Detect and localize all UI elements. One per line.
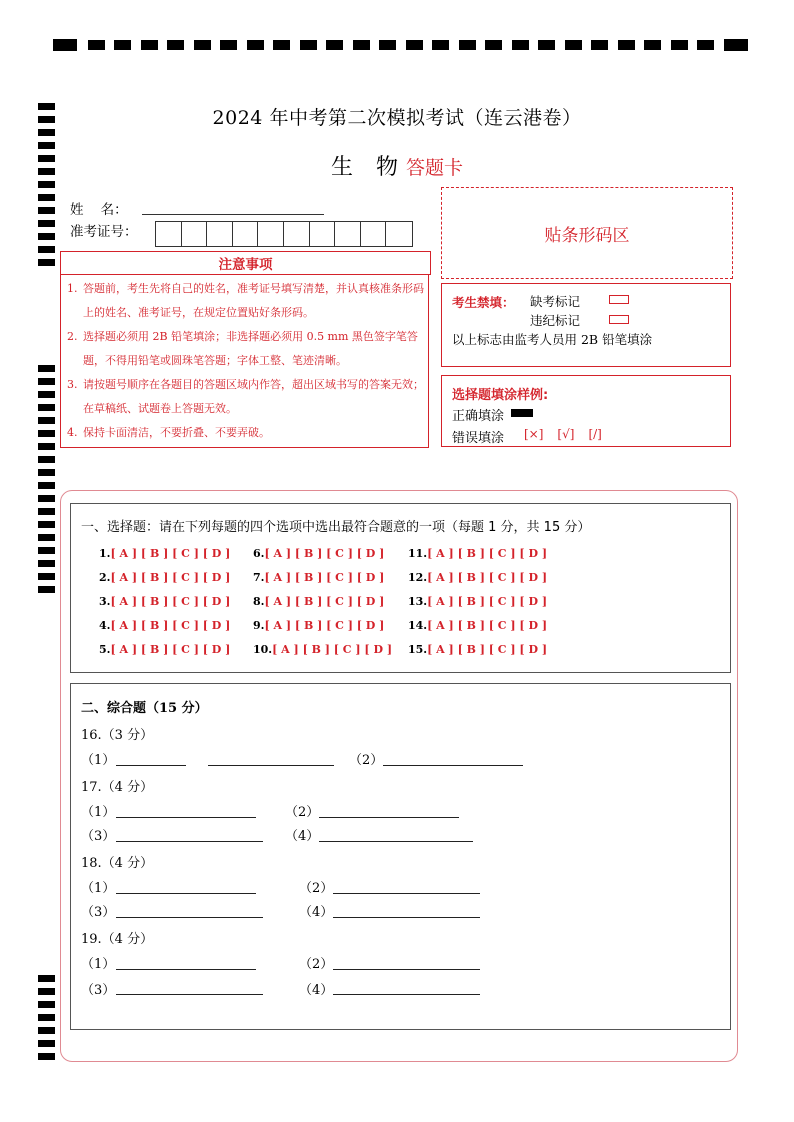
fill-wrong-marks bbox=[524, 427, 602, 441]
choice-question[interactable]: 6.[ A ] [ B ] [ C ] [ D ] bbox=[253, 547, 385, 560]
absent-mark-label: 缺考标记 bbox=[530, 294, 581, 309]
subject-name: 生 物 bbox=[330, 155, 406, 180]
section-comprehensive bbox=[70, 683, 731, 1030]
part-label: （3） bbox=[81, 983, 116, 998]
part-label: （2） bbox=[299, 957, 334, 972]
choice-question[interactable]: 1.[ A ] [ B ] [ C ] [ D ] bbox=[99, 547, 231, 560]
answer-line[interactable] bbox=[116, 893, 256, 894]
note-item: 2. 选择题必须用 2B 铅笔填涂；非选择题必须用 0.5 mm 黑色签字笔答题，不得用铅笔或圆珠笔答题；字体工整、笔迹清晰。 bbox=[67, 330, 418, 367]
exam-id-digit-box[interactable] bbox=[386, 222, 412, 246]
answer-line[interactable] bbox=[319, 841, 473, 842]
note-item: 1. 答题前，考生先将自己的姓名，准考证号填写清楚，并认真核准条形码上的姓名、准考证号，在规定位置贴好条形码。 bbox=[67, 282, 424, 319]
choice-question[interactable]: 10.[ A ] [ B ] [ C ] [ D ] bbox=[253, 643, 393, 656]
choice-question[interactable]: 4.[ A ] [ B ] [ C ] [ D ] bbox=[99, 619, 231, 632]
exam-id-digit-box[interactable] bbox=[207, 222, 233, 246]
choice-question[interactable]: 13.[ A ] [ B ] [ C ] [ D ] bbox=[408, 595, 548, 608]
fill-correct-mark bbox=[511, 409, 533, 417]
prohibited-note: 以上标志由监考人员用 2B 铅笔填涂 bbox=[452, 332, 653, 347]
part-label: （1） bbox=[81, 881, 116, 896]
question-17-label: 17.（4 分） bbox=[81, 780, 154, 795]
answer-card-label: 答题卡 bbox=[405, 157, 463, 179]
choice-question[interactable]: 5.[ A ] [ B ] [ C ] [ D ] bbox=[99, 643, 231, 656]
fill-sample-title: 选择题填涂样例: bbox=[452, 388, 549, 403]
barcode-label: 贴条形码区 bbox=[544, 225, 630, 246]
question-18-label: 18.（4 分） bbox=[81, 856, 154, 871]
answer-line[interactable] bbox=[116, 817, 256, 818]
fill-wrong-label: 错误填涂 bbox=[452, 431, 505, 446]
question-16-label: 16.（3 分） bbox=[81, 728, 154, 743]
question-19-label: 19.（4 分） bbox=[81, 932, 154, 947]
page-title: 2024 年中考第二次模拟考试（连云港卷） bbox=[212, 107, 582, 129]
exam-id-digit-box[interactable] bbox=[233, 222, 259, 246]
answer-line[interactable] bbox=[319, 817, 459, 818]
wrong-mark: [/] bbox=[588, 427, 602, 441]
choice-question[interactable]: 7.[ A ] [ B ] [ C ] [ D ] bbox=[253, 571, 385, 584]
part-label: （4） bbox=[285, 829, 320, 844]
part-label: （2） bbox=[285, 805, 320, 820]
part-label: （2） bbox=[349, 753, 384, 768]
choice-question[interactable]: 15.[ A ] [ B ] [ C ] [ D ] bbox=[408, 643, 548, 656]
part-label: （2） bbox=[299, 881, 334, 896]
name-field[interactable] bbox=[142, 214, 324, 215]
part-label: （1） bbox=[81, 957, 116, 972]
exam-id-label: 准考证号： bbox=[70, 224, 138, 240]
exam-id-digit-box[interactable] bbox=[182, 222, 208, 246]
answer-line[interactable] bbox=[116, 994, 263, 995]
subject-heading bbox=[0, 150, 794, 181]
answer-line[interactable] bbox=[383, 765, 523, 766]
exam-id-digit-box[interactable] bbox=[310, 222, 336, 246]
answer-line[interactable] bbox=[208, 765, 334, 766]
section-choice bbox=[70, 503, 731, 673]
barcode-area bbox=[441, 187, 733, 279]
part-label: （4） bbox=[299, 983, 334, 998]
exam-id-digit-box[interactable] bbox=[258, 222, 284, 246]
exam-id-digit-box[interactable] bbox=[156, 222, 182, 246]
answer-line[interactable] bbox=[333, 893, 480, 894]
choice-question[interactable]: 3.[ A ] [ B ] [ C ] [ D ] bbox=[99, 595, 231, 608]
absent-mark-box[interactable] bbox=[609, 295, 629, 304]
exam-id-digit-box[interactable] bbox=[284, 222, 310, 246]
answer-line[interactable] bbox=[116, 841, 263, 842]
exam-id-digit-box[interactable] bbox=[361, 222, 387, 246]
fill-sample-box bbox=[441, 375, 731, 447]
exam-id-digit-box[interactable] bbox=[335, 222, 361, 246]
answer-line[interactable] bbox=[333, 917, 480, 918]
choice-question[interactable]: 8.[ A ] [ B ] [ C ] [ D ] bbox=[253, 595, 385, 608]
section-comprehensive-title: 二、综合题（15 分） bbox=[81, 701, 208, 716]
choice-question[interactable]: 2.[ A ] [ B ] [ C ] [ D ] bbox=[99, 571, 231, 584]
answer-line[interactable] bbox=[333, 969, 480, 970]
choice-question[interactable]: 14.[ A ] [ B ] [ C ] [ D ] bbox=[408, 619, 548, 632]
choice-question[interactable]: 11.[ A ] [ B ] [ C ] [ D ] bbox=[408, 547, 548, 560]
part-label: （3） bbox=[81, 829, 116, 844]
answer-line[interactable] bbox=[116, 917, 263, 918]
note-item: 3. 请按题号顺序在各题目的答题区域内作答，超出区域书写的答案无效；在草稿纸、试题卷上答题无效。 bbox=[67, 378, 424, 415]
wrong-mark: [×] bbox=[524, 427, 544, 441]
prohibited-title: 考生禁填： bbox=[452, 295, 515, 310]
answer-line[interactable] bbox=[116, 969, 256, 970]
choice-question[interactable]: 12.[ A ] [ B ] [ C ] [ D ] bbox=[408, 571, 548, 584]
wrong-mark: [√] bbox=[557, 427, 575, 441]
prohibited-box bbox=[441, 283, 731, 367]
part-label: （1） bbox=[81, 805, 116, 820]
part-label: （3） bbox=[81, 905, 116, 920]
answer-line[interactable] bbox=[333, 994, 480, 995]
name-label: 姓 名： bbox=[70, 202, 128, 218]
notes-title: 注意事项 bbox=[60, 251, 431, 275]
notes-box bbox=[60, 274, 429, 448]
part-label: （4） bbox=[299, 905, 334, 920]
note-item: 4. 保持卡面清洁，不要折叠、不要弄破。 bbox=[67, 426, 270, 439]
violation-mark-label: 违纪标记 bbox=[530, 313, 581, 328]
section-choice-title: 一、选择题：请在下列每题的四个选项中选出最符合题意的一项（每题 1 分，共 15 分） bbox=[81, 520, 591, 535]
choice-question[interactable]: 9.[ A ] [ B ] [ C ] [ D ] bbox=[253, 619, 385, 632]
answer-line[interactable] bbox=[116, 765, 186, 766]
exam-id-boxes[interactable] bbox=[155, 221, 413, 247]
violation-mark-box[interactable] bbox=[609, 315, 629, 324]
fill-correct-label: 正确填涂 bbox=[452, 409, 505, 424]
part-label: （1） bbox=[81, 753, 116, 768]
